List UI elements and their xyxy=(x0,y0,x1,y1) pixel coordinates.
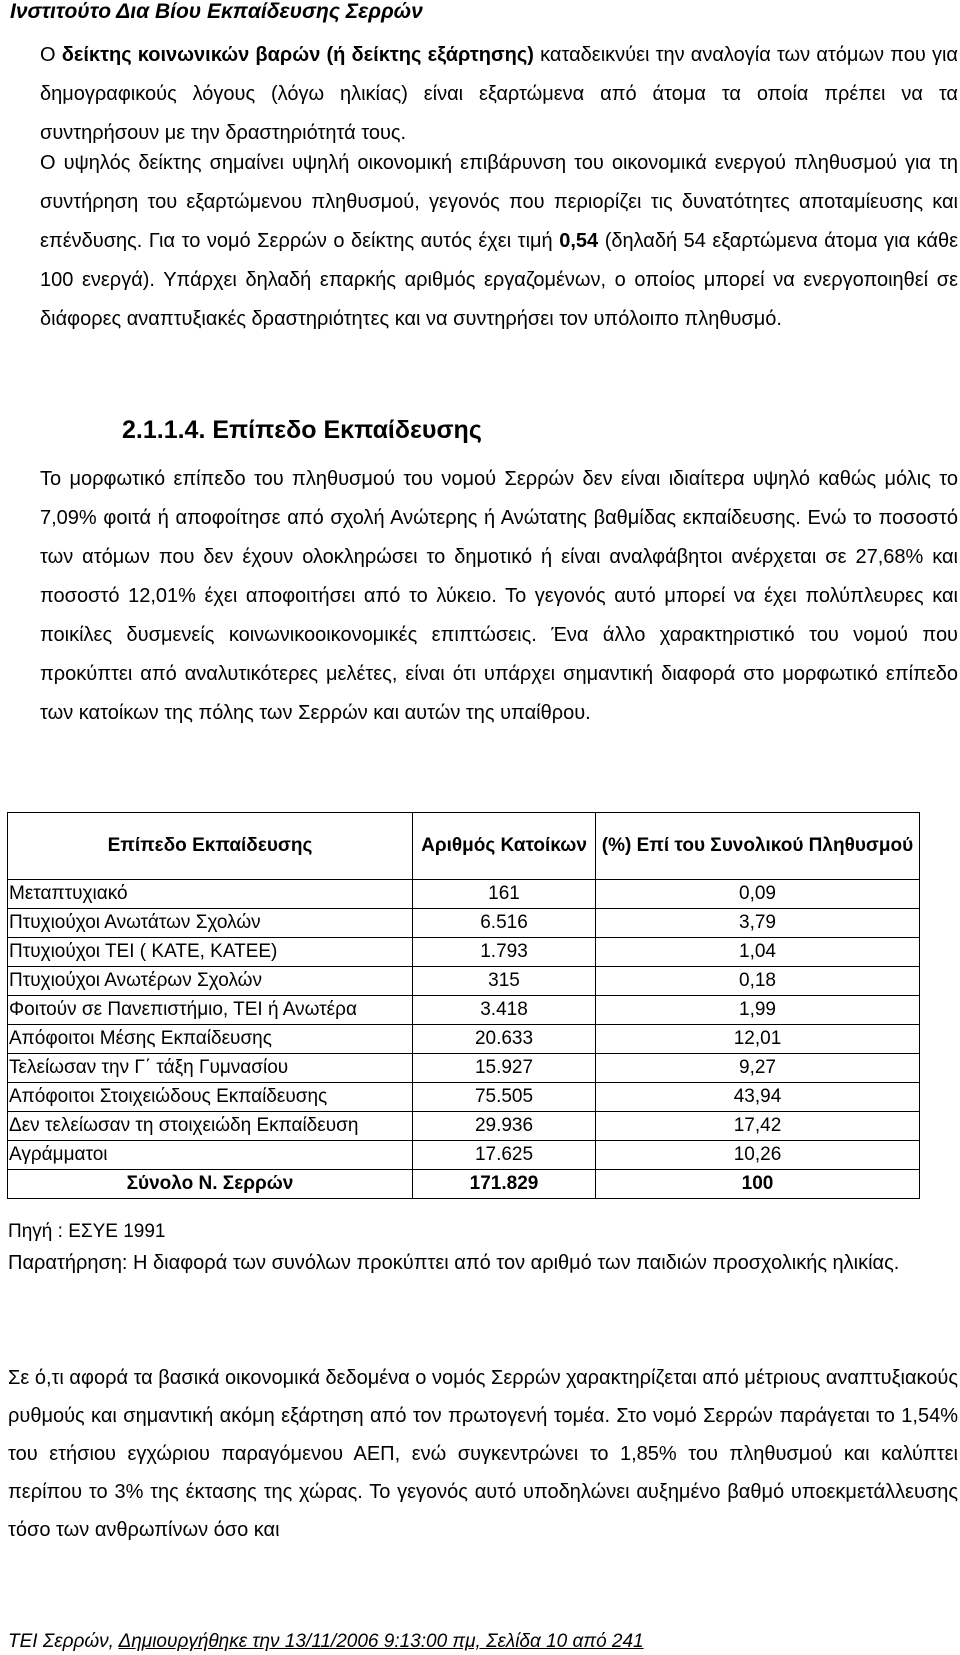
table-source: Πηγή : ΕΣΥΕ 1991 xyxy=(8,1221,166,1242)
table-row xyxy=(8,1054,920,1083)
table-cell-percent: 0,18 xyxy=(596,967,920,996)
table-total-percent: 100 xyxy=(596,1170,920,1199)
paragraph-dependency-index xyxy=(40,36,958,153)
page-header-title: Ινστιτούτο Δια Βίου Εκπαίδευσης Σερρών xyxy=(10,0,423,23)
table-cell-percent: 1,99 xyxy=(596,996,920,1025)
table-cell-label: Πτυχιούχοι Ανωτάτων Σχολών xyxy=(8,909,413,938)
table-cell-count: 20.633 xyxy=(413,1025,596,1054)
table-cell-percent: 9,27 xyxy=(596,1054,920,1083)
para1-rest: καταδεικνύει την αναλογία των ατόμων που για δημογραφικούς λόγους (λόγω ηλικίας) είναι εξαρτώμενα από άτομα τα οποία πρέπει να τα συντηρήσουν με την δραστηριότητά τους. xyxy=(40,44,958,144)
table-cell-count: 29.936 xyxy=(413,1112,596,1141)
table-cell-count: 1.793 xyxy=(413,938,596,967)
table-cell-count: 75.505 xyxy=(413,1083,596,1112)
paragraph-high-index xyxy=(40,144,958,339)
table-cell-count: 315 xyxy=(413,967,596,996)
table-cell-percent: 1,04 xyxy=(596,938,920,967)
table-total-label: Σύνολο Ν. Σερρών xyxy=(8,1170,413,1199)
table-cell-label: Αγράμματοι xyxy=(8,1141,413,1170)
para2-text2: (δηλαδή 54 εξαρτώμενα άτομα για κάθε 100 ενεργά). Υπάρχει δηλαδή επαρκής αριθμός εργαζομένων, ο οποίος μπορεί να ενεργοποιηθεί σε διάφορες αναπτυξιακές δραστηριότητες και να συντηρήσει τον υπόλοιπο πληθυσμό. xyxy=(40,230,959,330)
table-row xyxy=(8,1112,920,1141)
section-number: 2.1.1.4. xyxy=(122,416,206,444)
table-cell-label: Δεν τελείωσαν τη στοιχειώδη Εκπαίδευση xyxy=(8,1112,413,1141)
para2-text1: Ο υψηλός δείκτης σημαίνει υψηλή οικονομική επιβάρυνση του οικονομικά ενεργού πληθυσμού για τη συντήρηση του εξαρτώμενου πληθυσμού, γεγονός που περιορίζει τις δυνατότητες αποταμίευσης και επένδυσης. Για το νομό Σερρών ο δείκτης αυτός έχει τιμή xyxy=(40,152,958,252)
table-header-level: Επίπεδο Εκπαίδευσης xyxy=(8,813,413,880)
table-total-count: 171.829 xyxy=(413,1170,596,1199)
footer-created-info: Δημιουργήθηκε την 13/11/2006 9:13:00 πμ, Σελίδα 10 από 241 xyxy=(118,1631,644,1652)
paragraph-economic-data: Σε ό,τι αφορά τα βασικά οικονομικά δεδομένα ο νομός Σερρών χαρακτηρίζεται από μέτριους αναπτυξιακούς ρυθμούς και σημαντική ακόμη εξάρτηση από τον πρωτογενή τομέα. Στο νομό Σερρών παράγεται το 1,54% του ετήσιου εγχώριου παραγόμενου ΑΕΠ, ενώ συγκεντρώνει το 1,85% του πληθυσμού και καλύπτει περίπου το 3% της έκτασης της χώρας. Το γεγονός αυτό υποδηλώνει αυξημένο βαθμό υποεκμετάλλευσης τόσο των ανθρωπίνων όσο και xyxy=(8,1367,959,1541)
paragraph-education-level: Το μορφωτικό επίπεδο του πληθυσμού του νομού Σερρών δεν είναι ιδιαίτερα υψηλό καθώς μόλις το 7,09% φοιτά ή αποφοίτησε από σχολή Ανώτερης ή Ανώτατης βαθμίδας εκπαίδευσης. Ενώ το ποσοστό των ατόμων που δεν έχουν ολοκληρώσει το δημοτικό ή είναι αναλφάβητοι ανέρχεται σε 27,68% και ποσοστό 12,01% έχει αποφοιτήσει από το λύκειο. Το γεγονός αυτό μπορεί να έχει πολύπλευρες και ποικίλες δυσμενείς κοινωνικοοικονομικές επιπτώσεις. Ένα άλλο χαρακτηριστικό του νομού που προκύπτει από αναλυτικότερες μελέτες, είναι ότι υπάρχει σημαντική διαφορά στο μορφωτικό επίπεδο των κατοίκων της πόλης των Σερρών και αυτών της υπαίθρου. xyxy=(40,468,958,724)
table-cell-label: Απόφοιτοι Μέσης Εκπαίδευσης xyxy=(8,1025,413,1054)
table-cell-percent: 12,01 xyxy=(596,1025,920,1054)
table-cell-percent: 10,26 xyxy=(596,1141,920,1170)
table-cell-label: Φοιτούν σε Πανεπιστήμιο, ΤΕΙ ή Ανωτέρα xyxy=(8,996,413,1025)
table-cell-count: 3.418 xyxy=(413,996,596,1025)
table-cell-label: Μεταπτυχιακό xyxy=(8,880,413,909)
table-cell-percent: 3,79 xyxy=(596,909,920,938)
education-table xyxy=(7,812,920,1199)
table-header-count: Αριθμός Κατοίκων xyxy=(413,813,596,880)
table-total-row xyxy=(8,1170,920,1199)
table-cell-label: Τελείωσαν την Γ΄ τάξη Γυμνασίου xyxy=(8,1054,413,1083)
table-cell-count: 15.927 xyxy=(413,1054,596,1083)
table-row xyxy=(8,967,920,996)
para1-bold-term: δείκτης κοινωνικών βαρών (ή δείκτης εξάρτησης) xyxy=(61,44,534,66)
table-row xyxy=(8,1025,920,1054)
table-cell-count: 6.516 xyxy=(413,909,596,938)
table-cell-percent: 0,09 xyxy=(596,880,920,909)
table-row xyxy=(8,1141,920,1170)
table-cell-count: 161 xyxy=(413,880,596,909)
table-cell-percent: 43,94 xyxy=(596,1083,920,1112)
table-cell-count: 17.625 xyxy=(413,1141,596,1170)
footer-prefix: ΤΕΙ Σερρών, xyxy=(8,1631,119,1652)
para1-intro: Ο xyxy=(40,44,62,66)
section-title: Επίπεδο Εκπαίδευσης xyxy=(212,416,482,444)
table-row xyxy=(8,1083,920,1112)
para2-bold-value: 0,54 xyxy=(559,230,599,252)
page-footer xyxy=(8,1631,644,1653)
table-cell-label: Απόφοιτοι Στοιχειώδους Εκπαίδευσης xyxy=(8,1083,413,1112)
table-cell-label: Πτυχιούχοι ΤΕΙ ( ΚΑΤΕ, ΚΑΤΕΕ) xyxy=(8,938,413,967)
table-header-row xyxy=(8,813,920,880)
table-header-percent: (%) Επί του Συνολικού Πληθυσμού xyxy=(596,813,920,880)
table-row xyxy=(8,880,920,909)
table-cell-label: Πτυχιούχοι Ανωτέρων Σχολών xyxy=(8,967,413,996)
table-row xyxy=(8,909,920,938)
section-heading xyxy=(122,416,482,445)
table-row xyxy=(8,996,920,1025)
table-note: Παρατήρηση: Η διαφορά των συνόλων προκύπτει από τον αριθμό των παιδιών προσχολικής ηλικίας. xyxy=(8,1252,900,1274)
table-row xyxy=(8,938,920,967)
table-cell-percent: 17,42 xyxy=(596,1112,920,1141)
